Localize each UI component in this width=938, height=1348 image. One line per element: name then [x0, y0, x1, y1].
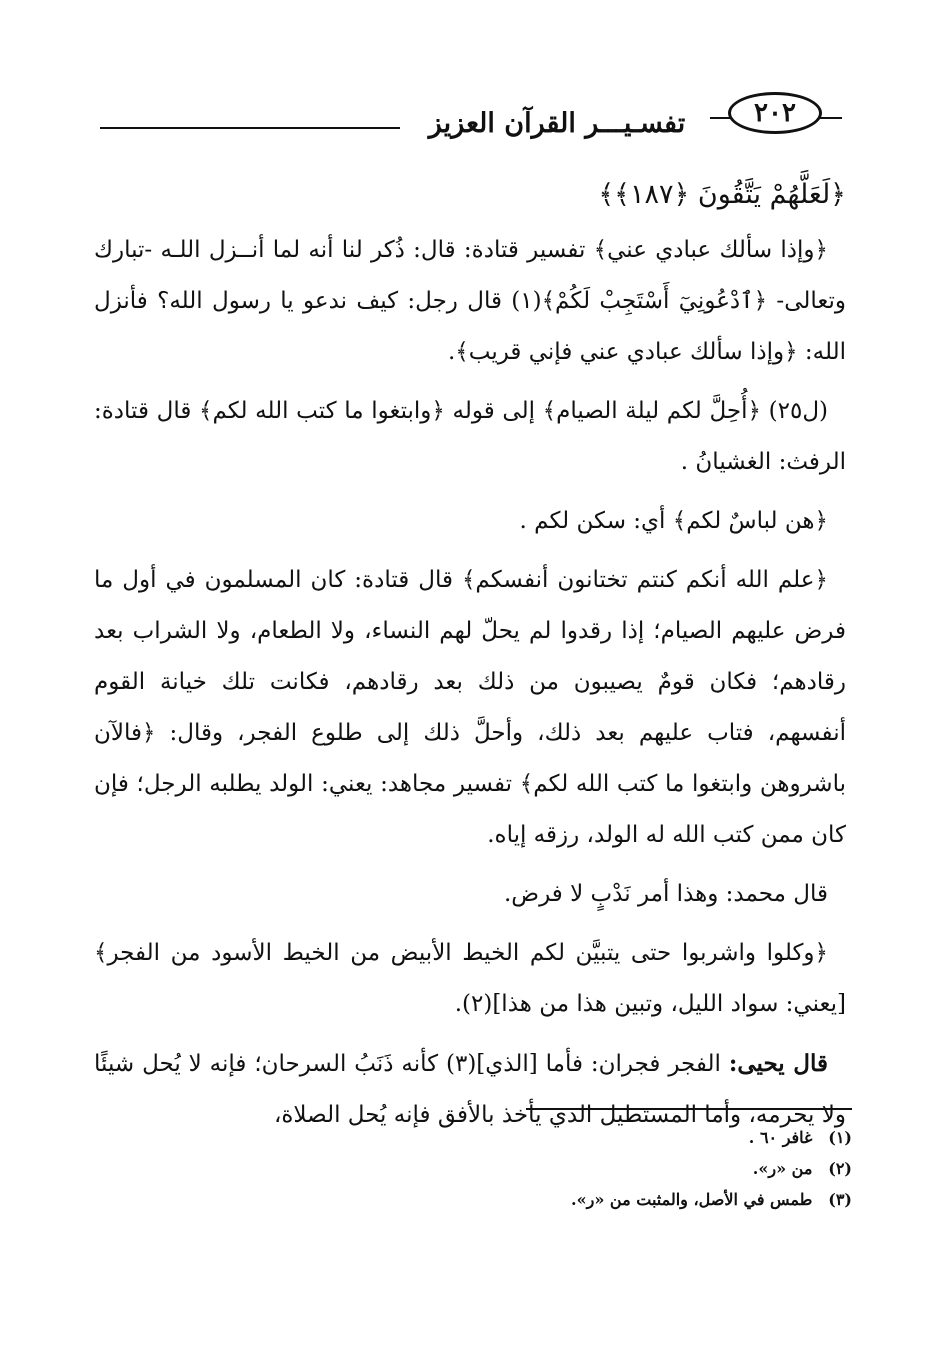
paragraph-6: ﴿وكلوا واشربوا حتى يتبيَّن لكم الخيط الأبيض من الخيط الأسود من الفجر﴾ [يعني: سواد الليل، وتبين هذا من هذا](٢).	[94, 940, 846, 1017]
footnote-text: طمس في الأصل، والمثبت من «ر».	[571, 1190, 813, 1209]
paragraph-1: ﴿وإذا سألك عبادي عني﴾ تفسير قتادة: قال: ذُكر لنا أنه لما أنــزل اللـه -تبارك وتعالى- ﴿ٱدْعُونِيٓ أَسْتَجِبْ لَكُمْ﴾(١) قال رجل: كيف ندعو يا رسول الله؟ فأنزل الله: ﴿وإذا سألك عبادي عني فإني قريب﴾.	[94, 237, 846, 365]
footnote-2	[100, 1153, 852, 1184]
footnote-text: من «ر».	[752, 1159, 813, 1178]
paragraph-3: ﴿هن لباسٌ لكم﴾ أي: سكن لكم .	[519, 508, 828, 534]
footnote-3	[100, 1184, 852, 1215]
footnote-number: (١)	[828, 1128, 852, 1147]
footnote-1	[100, 1122, 852, 1153]
speaker-label: قال يحيى:	[728, 1050, 829, 1077]
running-title: تفسـيـــر القرآن العزيز	[428, 108, 686, 139]
header-rule-left	[100, 127, 400, 129]
footnote-text: غافر ٦٠ .	[748, 1128, 813, 1147]
footnote-number: (٢)	[828, 1159, 852, 1178]
paragraph-2: (ل٢٥) ﴿أُحِلَّ لكم ليلة الصيام﴾ إلى قوله ﴿وابتغوا ما كتب الله لكم﴾ قال قتادة: الرفث: الغشيانُ .	[94, 398, 846, 475]
page-header	[100, 92, 842, 144]
footnote-number: (٣)	[828, 1190, 852, 1209]
paragraph-7-text: الفجر فجران: فأما [الذي](٣) كأنه ذَنَبُ السرحان؛ فإنه لا يُحل شيئًا ولا يحرمه، وأما المستطيل الذي يأخذ بالأفق فإنه يُحل الصلاة،	[94, 1051, 846, 1128]
paragraph-5: قال محمد: وهذا أمر نَدْبٍ لا فرض.	[503, 881, 828, 907]
paragraph-4: ﴿علم الله أنكم كنتم تختانون أنفسكم﴾ قال قتادة: كان المسلمون في أول ما فرض عليهم الصيام؛ إذا رقدوا لم يحلّ لهم النساء، ولا الطعام، ولا الشراب بعد رقادهم؛ فكان قومٌ يصيبون من ذلك بعد رقادهم، فكانت تلك خيانة القوم أنفسهم، فتاب عليهم بعد ذلك، وأحلَّ ذلك إلى طلوع الفجر، وقال: ﴿فالآن باشروهن وابتغوا ما كتب الله لكم﴾ تفسير مجاهد: يعني: الولد يطلبه الرجل؛ فإن كان ممن كتب الله له الولد، رزقه إياه.	[94, 567, 846, 848]
footnote-separator	[526, 1108, 852, 1110]
footnotes	[100, 1122, 852, 1215]
page-number: ٢٠٢	[728, 92, 822, 134]
main-text	[94, 165, 846, 1149]
verse-line: ﴿لَعَلَّهُمْ يَتَّقُونَ ﴿١٨٧﴾﴾	[598, 179, 846, 210]
